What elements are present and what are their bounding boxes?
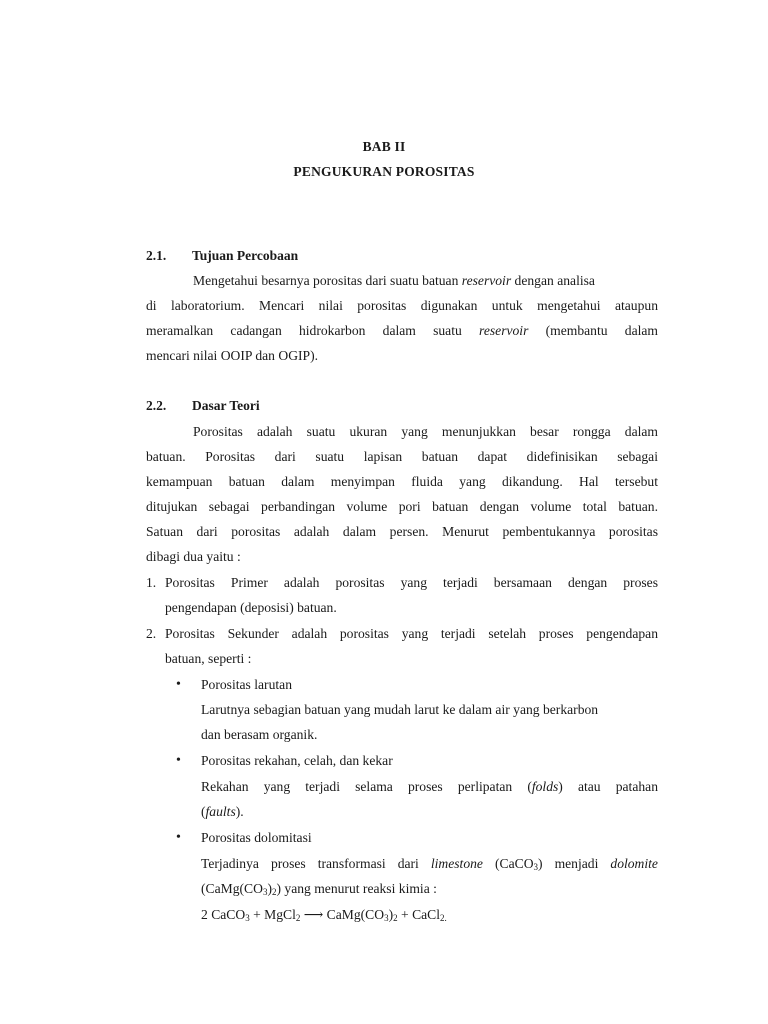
bullet-text: (faults). — [201, 804, 244, 819]
chapter-label: BAB II — [362, 139, 406, 154]
emphasis: faults — [205, 804, 236, 819]
section-number: 2.2. — [146, 398, 167, 413]
bullet-icon: • — [176, 677, 181, 692]
emphasis: reservoir — [461, 273, 512, 288]
list-item-number: 2. — [146, 626, 157, 641]
paragraph-line: meramalkan cadangan hidrokarbon dalam suatu reservoir (membantu dalam — [146, 323, 658, 338]
bullet-text: Larutnya sebagian batuan yang mudah larut ke dalam air yang berkarbon — [201, 702, 599, 717]
bullet-text: Rekahan yang terjadi selama proses perlipatan (folds) atau patahan — [201, 779, 658, 794]
list-item-text: Porositas Sekunder adalah porositas yang terjadi setelah proses pengendapan — [165, 626, 658, 641]
bullet-text: dan berasam organik. — [201, 727, 318, 742]
paragraph-line: mencari nilai OOIP dan OGIP). — [146, 348, 319, 363]
list-item-text: Porositas Primer adalah porositas yang terjadi bersamaan dengan proses — [165, 575, 658, 590]
emphasis: reservoir — [479, 323, 529, 338]
section-number: 2.1. — [146, 248, 167, 263]
paragraph-line: dibagi dua yaitu : — [146, 549, 241, 564]
section-heading-2-1 — [146, 248, 298, 264]
list-item-text: pengendapan (deposisi) batuan. — [165, 600, 337, 615]
list-item-number: 1. — [146, 575, 157, 590]
paragraph-line: Satuan dari porositas adalah dalam persen. Menurut pembentukannya porositas — [146, 524, 658, 539]
bullet-icon: • — [176, 830, 181, 845]
paragraph-line: batuan. Porositas dari suatu lapisan batuan dapat didefinisikan sebagai — [146, 449, 658, 464]
paragraph-line: di laboratorium. Mencari nilai porositas digunakan untuk mengetahui ataupun — [146, 298, 658, 313]
section-heading-2-2 — [146, 398, 260, 414]
bullet-text: $(CaMg(CO_3)_2)$ yang menurut reaksi kimia : — [201, 881, 437, 897]
bullet-title: Porositas dolomitasi — [201, 830, 312, 845]
emphasis: limestone — [430, 856, 483, 871]
section-title: Dasar Teori — [192, 398, 260, 413]
chapter-title: PENGUKURAN POROSITAS — [293, 164, 475, 179]
emphasis: folds — [531, 779, 559, 794]
bullet-title: Porositas rekahan, celah, dan kekar — [201, 753, 393, 768]
bullet-icon: • — [176, 753, 181, 768]
chemical-equation: 2 CaCO$_3$ + MgCl$_2$ ⟶ $CaMg(CO_3)_2$ + CaCl$_{2.}$ — [201, 907, 447, 923]
paragraph-line: Porositas adalah suatu ukuran yang menunjukkan besar rongga dalam — [193, 424, 658, 439]
paragraph-line: kemampuan batuan dalam menyimpan fluida yang dikandung. Hal tersebut — [146, 474, 658, 489]
emphasis: dolomite — [610, 856, 658, 871]
bullet-text: Terjadinya proses transformasi dari limestone (CaCO$_3$) menjadi dolomite — [201, 856, 658, 872]
list-item-text: batuan, seperti : — [165, 651, 252, 666]
paragraph-line: ditujukan sebagai perbandingan volume pori batuan dengan volume total batuan. — [146, 499, 658, 514]
bullet-title: Porositas larutan — [201, 677, 292, 692]
paragraph-line: Mengetahui besarnya porositas dari suatu batuan reservoir dengan analisa — [193, 273, 595, 288]
section-title: Tujuan Percobaan — [192, 248, 299, 263]
